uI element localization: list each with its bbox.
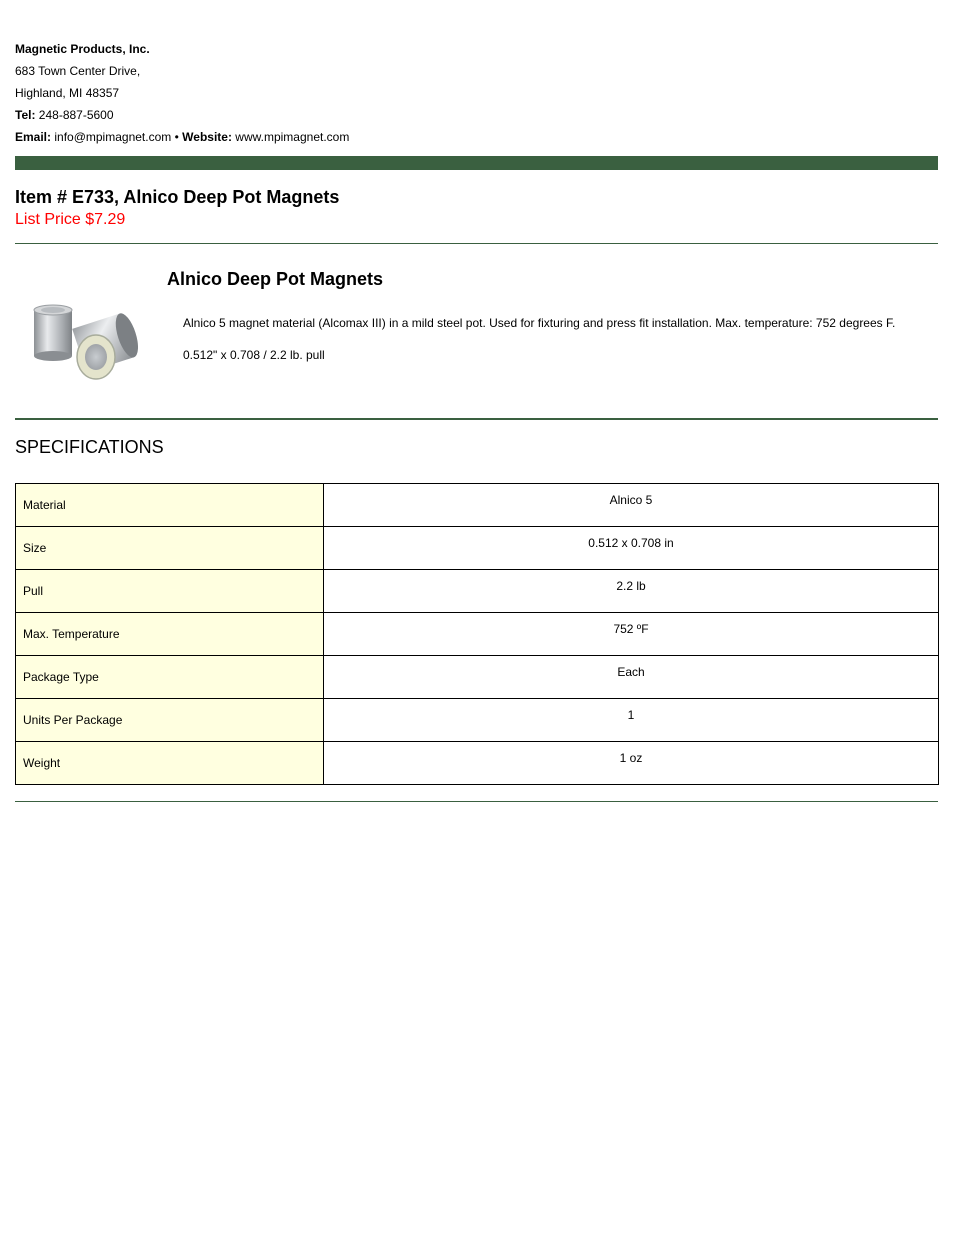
specifications-heading: SPECIFICATIONS xyxy=(15,437,164,457)
spec-label: Units Per Package xyxy=(16,699,324,742)
table-row xyxy=(16,527,939,570)
tel-label: Tel: xyxy=(15,108,36,122)
header-bar xyxy=(15,156,938,170)
spec-label: Pull xyxy=(16,570,324,613)
tel-value: 248-887-5600 xyxy=(38,108,114,122)
pot-magnets-image xyxy=(28,300,138,382)
website-label: Website: xyxy=(182,130,232,144)
divider xyxy=(15,801,938,802)
spec-label: Size xyxy=(16,527,324,570)
table-row xyxy=(16,613,939,656)
list-price: List Price $7.29 xyxy=(15,211,126,228)
address-line-2: Highland, MI 48357 xyxy=(15,86,120,100)
divider xyxy=(15,243,938,244)
spec-label: Material xyxy=(16,484,324,527)
table-row xyxy=(16,656,939,699)
spec-value: 1 xyxy=(324,699,939,742)
spec-value: 752 ºF xyxy=(324,613,939,656)
contact-line xyxy=(15,126,349,148)
product-size: 0.512" x 0.708 / 2.2 lb. pull xyxy=(183,348,325,362)
table-row xyxy=(16,742,939,785)
product-heading: Alnico Deep Pot Magnets xyxy=(167,269,384,289)
spec-label: Package Type xyxy=(16,656,324,699)
table-row xyxy=(16,570,939,613)
address-line-1: 683 Town Center Drive, xyxy=(15,64,141,78)
table-row xyxy=(16,484,939,527)
spec-label: Max. Temperature xyxy=(16,613,324,656)
spec-value: 2.2 lb xyxy=(324,570,939,613)
specifications-table xyxy=(15,483,939,785)
spec-value: Each xyxy=(324,656,939,699)
spec-value: 0.512 x 0.708 in xyxy=(324,527,939,570)
table-row xyxy=(16,699,939,742)
spec-label: Weight xyxy=(16,742,324,785)
phone-line xyxy=(15,104,349,126)
company-name: Magnetic Products, Inc. xyxy=(15,42,150,56)
email-value[interactable]: info@mpimagnet.com xyxy=(54,130,172,144)
email-label: Email: xyxy=(15,130,52,144)
company-info xyxy=(15,38,349,148)
product-description: Alnico 5 magnet material (Alcomax III) in a mild steel pot. Used for fixturing and press fit installation. Max. temperature: 752 degrees F. xyxy=(183,316,896,330)
separator: • xyxy=(174,130,179,144)
divider xyxy=(15,418,938,420)
spec-value: 1 oz xyxy=(324,742,939,785)
item-title: Item # E733, Alnico Deep Pot Magnets xyxy=(15,187,340,207)
website-value[interactable]: www.mpimagnet.com xyxy=(235,130,350,144)
spec-value: Alnico 5 xyxy=(324,484,939,527)
